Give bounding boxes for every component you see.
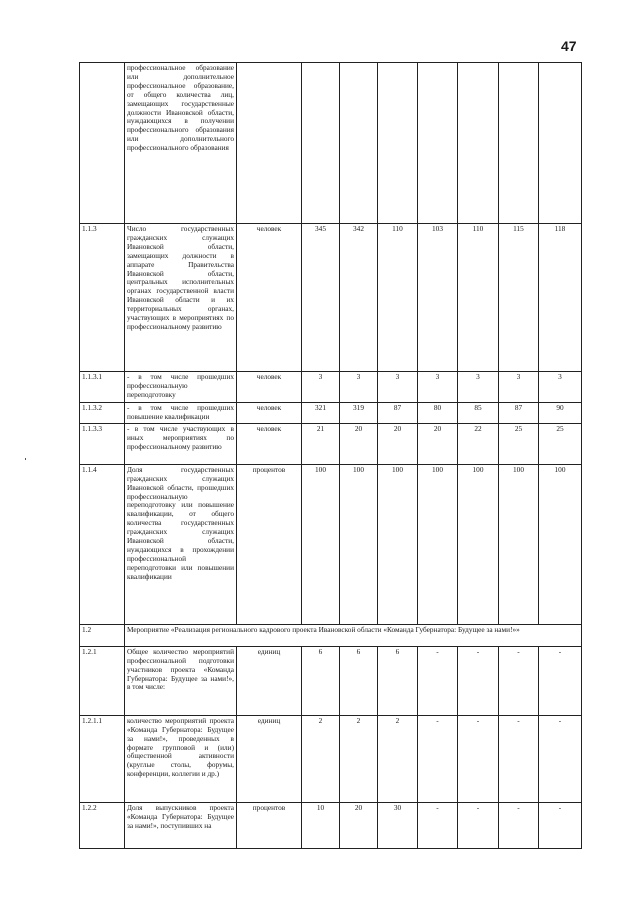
value-cell: 20	[418, 423, 458, 464]
value-cell: 20	[340, 423, 378, 464]
table-row	[80, 646, 582, 715]
value-cell: 2	[302, 715, 340, 802]
unit-cell: единиц	[237, 715, 302, 802]
value-cell: 115	[499, 224, 539, 372]
value-cell: 30	[378, 802, 418, 848]
row-number: 1.1.3.3	[80, 423, 125, 464]
indicator-name: профессиональное образование или дополнительное профессиональное образование, от общего количества лиц, замещающих государственные должности Ивановской области, нуждающихся в получении профессионального образования или дополнительного профессионального образования	[125, 63, 237, 224]
value-cell: 2	[340, 715, 378, 802]
indicator-name: Доля выпускников проекта «Команда Губернатора: Будущее за нами!», поступивших на	[125, 802, 237, 848]
value-cell: 100	[418, 464, 458, 624]
value-cell: 87	[378, 403, 418, 424]
value-cell: 342	[340, 224, 378, 372]
value-cell	[378, 63, 418, 224]
margin-mark	[25, 458, 26, 460]
row-number: 1.2.2	[80, 802, 125, 848]
value-cell: 21	[302, 423, 340, 464]
value-cell: -	[499, 802, 539, 848]
value-cell: 3	[378, 372, 418, 403]
value-cell: -	[458, 802, 499, 848]
value-cell: 2	[378, 715, 418, 802]
value-cell: 85	[458, 403, 499, 424]
value-cell: 6	[378, 646, 418, 715]
value-cell: 100	[539, 464, 582, 624]
unit-cell: единиц	[237, 646, 302, 715]
value-cell: 319	[340, 403, 378, 424]
value-cell: -	[539, 802, 582, 848]
value-cell: -	[418, 646, 458, 715]
value-cell: -	[499, 646, 539, 715]
value-cell: 345	[302, 224, 340, 372]
unit-cell: человек	[237, 403, 302, 424]
table-row	[80, 372, 582, 403]
indicator-name: - в том числе участвующих в иных мероприятиях по профессиональному развитию	[125, 423, 237, 464]
indicator-name: Доля государственных гражданских служащих Ивановской области, прошедших профессиональную переподготовку или повышение квалификации, от общего количества государственных гражданских служащих Ивановской области, нуждающихся в прохождении профессиональной переподготовки или повышении квалификации	[125, 464, 237, 624]
value-cell	[539, 63, 582, 224]
indicator-name: Число государственных гражданских служащих Ивановской области, замещающих должности в аппарате Правительства Ивановской области, центральных исполнительных органах государственной власти Ивановской области и их территориальных органах, участвующих в мероприятиях по профессиональному развитию	[125, 224, 237, 372]
value-cell: -	[539, 646, 582, 715]
value-cell: 3	[458, 372, 499, 403]
row-number	[80, 63, 125, 224]
unit-cell: человек	[237, 423, 302, 464]
value-cell: -	[418, 715, 458, 802]
value-cell	[340, 63, 378, 224]
value-cell: 100	[458, 464, 499, 624]
value-cell: 22	[458, 423, 499, 464]
row-number: 1.2.1.1	[80, 715, 125, 802]
section-number: 1.2	[80, 624, 125, 646]
table-row	[80, 403, 582, 424]
value-cell: 3	[418, 372, 458, 403]
unit-cell: человек	[237, 224, 302, 372]
value-cell: 20	[340, 802, 378, 848]
table-row	[80, 224, 582, 372]
table-row	[80, 423, 582, 464]
row-number: 1.1.3.1	[80, 372, 125, 403]
indicators-table	[79, 62, 582, 849]
table-row	[80, 715, 582, 802]
unit-cell: процентов	[237, 464, 302, 624]
value-cell: 321	[302, 403, 340, 424]
table-row	[80, 63, 582, 224]
value-cell: 100	[302, 464, 340, 624]
value-cell: -	[458, 715, 499, 802]
row-number: 1.1.3	[80, 224, 125, 372]
value-cell: 100	[340, 464, 378, 624]
unit-cell	[237, 63, 302, 224]
row-number: 1.2.1	[80, 646, 125, 715]
page-number: 47	[561, 38, 577, 54]
table-row	[80, 802, 582, 848]
value-cell: 110	[378, 224, 418, 372]
indicator-name: - в том числе прошедших повышение квалификации	[125, 403, 237, 424]
table-row	[80, 464, 582, 624]
value-cell: 3	[539, 372, 582, 403]
unit-cell: процентов	[237, 802, 302, 848]
value-cell: 3	[302, 372, 340, 403]
value-cell: -	[539, 715, 582, 802]
value-cell	[458, 63, 499, 224]
row-number: 1.1.3.2	[80, 403, 125, 424]
value-cell: 118	[539, 224, 582, 372]
value-cell: 90	[539, 403, 582, 424]
value-cell: -	[499, 715, 539, 802]
indicator-name: количество мероприятий проекта «Команда Губернатора: Будущее за нами!», проведенных в формате групповой и (или) общественной активности (круглые столы, форумы, конференции, коллегии и др.)	[125, 715, 237, 802]
value-cell	[302, 63, 340, 224]
indicator-name: - в том числе прошедших профессиональную переподготовку	[125, 372, 237, 403]
value-cell: 103	[418, 224, 458, 372]
section-row	[80, 624, 582, 646]
value-cell: 3	[340, 372, 378, 403]
value-cell: 100	[499, 464, 539, 624]
value-cell: 100	[378, 464, 418, 624]
value-cell: 87	[499, 403, 539, 424]
value-cell: 6	[340, 646, 378, 715]
value-cell: -	[458, 646, 499, 715]
value-cell: 6	[302, 646, 340, 715]
value-cell	[499, 63, 539, 224]
value-cell: 25	[539, 423, 582, 464]
indicator-name: Общее количество мероприятий профессиональной подготовки участников проекта «Команда Губернатора: Будущее за нами!», в том числе:	[125, 646, 237, 715]
value-cell: -	[418, 802, 458, 848]
value-cell: 110	[458, 224, 499, 372]
value-cell: 20	[378, 423, 418, 464]
value-cell: 10	[302, 802, 340, 848]
value-cell: 25	[499, 423, 539, 464]
section-title: Мероприятие «Реализация регионального кадрового проекта Ивановской области «Команда Губернатора: Будущее за нами!»»	[125, 624, 582, 646]
row-number: 1.1.4	[80, 464, 125, 624]
value-cell: 3	[499, 372, 539, 403]
value-cell: 80	[418, 403, 458, 424]
value-cell	[418, 63, 458, 224]
unit-cell: человек	[237, 372, 302, 403]
